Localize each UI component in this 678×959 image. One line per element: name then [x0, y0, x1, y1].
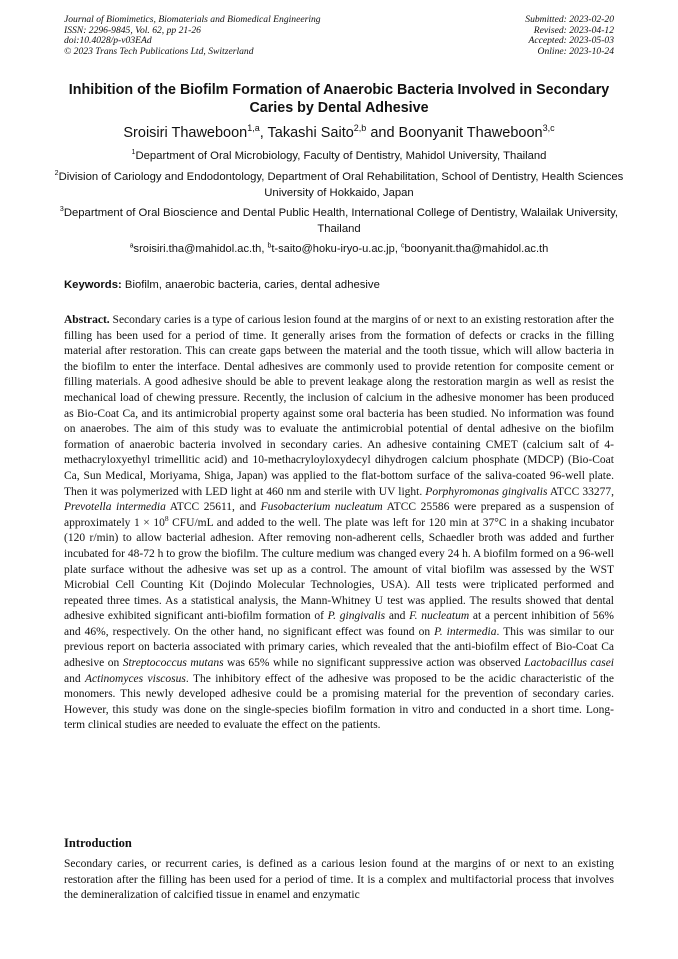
author-conjunction: and: [366, 125, 399, 141]
abstract-text: . The inhibitory effect of the adhesive was proposed to be the acidic characteristic of the monomers. This newly developed adhesive could be a promising material for the prevention of secondary caries. However, this study was done on the single-species biofilm formation in vitro and conducted in a short time. Long-term clinical studies are needed to evaluate the effect on the patients.: [64, 672, 614, 732]
exponent: 8: [164, 513, 169, 523]
email-link[interactable]: sroisiri.tha@mahidol.ac.th: [133, 243, 262, 255]
affiliation-number: 3: [59, 206, 64, 214]
author-name: Boonyanit Thaweboon: [398, 125, 543, 141]
copyright: © 2023 Trans Tech Publications Ltd, Switzerland: [64, 45, 254, 57]
section-heading-introduction: Introduction: [64, 836, 132, 850]
revised-date: Revised: 2023-04-12: [533, 24, 614, 36]
keywords: [64, 278, 614, 292]
affiliation-text: Department of Oral Microbiology, Faculty of Dentistry, Mahidol University, Thailand: [135, 150, 547, 162]
abstract-text: Secondary caries is a type of carious lesion found at the margins of or next to an existing restoration after the filling has been used for a period of time. It generally arises from the formation of defects or cracks in the filling material after restoration. This can create gaps between the material and the tooth tissue, which will allow bacteria in the biofilm to enter the interface. Dental adhesives are commonly used to provide retention for composite cement or filling materials. A good adhesive should be able to prevent leakage along the restoration margin as well as resist the mechanical load of chewing pressure. Recently, the inclusion of calcium in the adhesive monomer has been produced as Bio-Coat Ca, and its antimicrobial property against some oral bacteria has been studied. No information was found on anaerobes. The aim of this study was to evaluate the antimicrobial potential of dental adhesive on the biofilm formation of anaerobic bacteria involved in secondary caries. An adhesive containing CMET (calcium salt of 4-methacryloxyethyl trimellitic acid) and 10-methacryloyloxydecyl dihydrogen calcium phosphate (MDCP) (Bio-Coat Ca, Sun Medical, Moriyama, Shiga, Japan) was applied to the flat-bottom surface of the saliva-coated 96-well plate. Then it was polymerized with LED light at 460 nm and sterile with UV light.: [64, 314, 614, 498]
author-affiliation-mark: 2,b: [353, 123, 367, 134]
affiliation-text: Department of Oral Bioscience and Dental Public Health, International College of Dentistry, Walailak University, Thailand: [63, 207, 619, 235]
author-list: [40, 124, 638, 142]
journal-name: Journal of Biomimetics, Biomaterials and Biomedical Engineering: [64, 14, 321, 25]
accepted-date: Accepted: 2023-05-03: [528, 35, 614, 47]
introduction-text: Secondary caries, or recurrent caries, is defined as a carious lesion found at the margins of or next to an existing restoration after the filling has been used for a period of time. It is a complex and multifactorial process that involves the demineralization of calcified tissue in enamel and enzymatic: [64, 858, 614, 902]
author-emails: $^a$sroisiri.tha@mahidol.ac.th, $^b$t-saito@hoku-iryo-u.ac.jp, $^c$boonyanit.tha@mahidol.ac.th: [129, 242, 549, 255]
journal-header: [64, 15, 614, 57]
abstract: [64, 313, 614, 734]
species-name: Lactobacillus casei: [524, 657, 614, 670]
species-name: Actinomyces viscosus: [85, 672, 186, 685]
abstract-text: and: [64, 672, 86, 685]
abstract-text: ATCC 25611, and: [165, 501, 261, 514]
species-name: Fusobacterium nucleatum: [260, 501, 383, 514]
author-name: Takashi Saito: [267, 125, 354, 141]
email-link[interactable]: t-saito@hoku-iryo-u.ac.jp: [271, 243, 395, 255]
doi[interactable]: doi:10.4028/p-v03EAd: [64, 35, 152, 47]
abstract-text: ATCC 33277,: [547, 485, 614, 498]
affiliation: [50, 149, 628, 165]
affiliation: [50, 170, 628, 201]
abstract-text: was 65% while no significant suppressive action was observed: [223, 657, 525, 670]
affiliation-number: 1: [131, 149, 136, 157]
email-mark: a: [129, 242, 134, 250]
journal-info: [64, 15, 321, 57]
keywords-text: Biofilm, anaerobic bacteria, caries, dental adhesive: [124, 279, 380, 291]
affiliation-number: 2: [54, 170, 59, 178]
species-name: Porphyromonas gingivalis: [425, 485, 548, 498]
species-name: P. intermedia: [434, 625, 497, 638]
abstract-text: ATCC 25586 were prepared as a suspension of approximately 1 × 10: [64, 501, 614, 529]
abstract-body: [64, 314, 614, 731]
email-mark: b: [267, 242, 272, 250]
abstract-text: . This was similar to our previous report on bacteria associated with primary caries, which revealed that the anti-biofilm effect of Bio-Coat Ca adhesive on: [64, 625, 614, 670]
publication-dates: [525, 15, 614, 57]
species-name: F. nucleatum: [409, 610, 470, 623]
abstract-text: and: [385, 610, 410, 623]
submitted-date: Submitted: 2023-02-20: [525, 14, 614, 25]
email-link[interactable]: boonyanit.tha@mahidol.ac.th: [404, 243, 549, 255]
species-name: Prevotella intermedia: [64, 501, 166, 514]
author-name: Sroisiri Thaweboon: [123, 125, 248, 141]
online-date: Online: 2023-10-24: [537, 45, 614, 57]
affiliation-text: Division of Cariology and Endodontology, Department of Oral Rehabilitation, School of Dentistry, Health Sciences University of Hokkaido, Japan: [58, 171, 624, 199]
author-separator: ,: [259, 125, 268, 141]
author-affiliation-mark: 1,a: [247, 123, 260, 134]
abstract-text: CFU/mL and added to the well. The plate was left for 120 min at 37°C in a shaking incubator (120 r/min) to allow bacterial adhesion. After removing non-adherent cells, Schaedler broth was added and further incubated for 48-72 h to grow the biofilm. The culture medium was changed every 24 h. A biofilm formed on a 96-well plate surface without the adhesive was set up as a control. The amount of vital biofilm was assessed by the WST Microbial Cell Counting Kit (Dojindo Molecular Technologies, USA). All tests were triplicated performed and repeated three times. As a statistical analysis, the Mann-Whitney U test was applied. The results showed that dental adhesive exhibited significant anti-biofilm formation of: [64, 516, 614, 623]
author-affiliation-mark: 3,c: [542, 123, 555, 134]
keywords-label: Keywords:: [64, 279, 122, 291]
issn-volume: ISSN: 2296-9845, Vol. 62, pp 21-26: [64, 24, 201, 36]
email-mark: c: [400, 242, 405, 250]
species-name: P. gingivalis: [327, 610, 386, 623]
species-name: Streptococcus mutans: [122, 657, 224, 670]
affiliation: [50, 206, 628, 237]
paper-title: Inhibition of the Biofilm Formation of Anaerobic Bacteria Involved in Secondary Caries by Dental Adhesive: [68, 82, 610, 116]
abstract-label: Abstract.: [64, 314, 110, 326]
abstract-text: at a percent inhibition of 56% and 46%, respectively. On the other hand, no significant effect was found on: [64, 610, 614, 638]
